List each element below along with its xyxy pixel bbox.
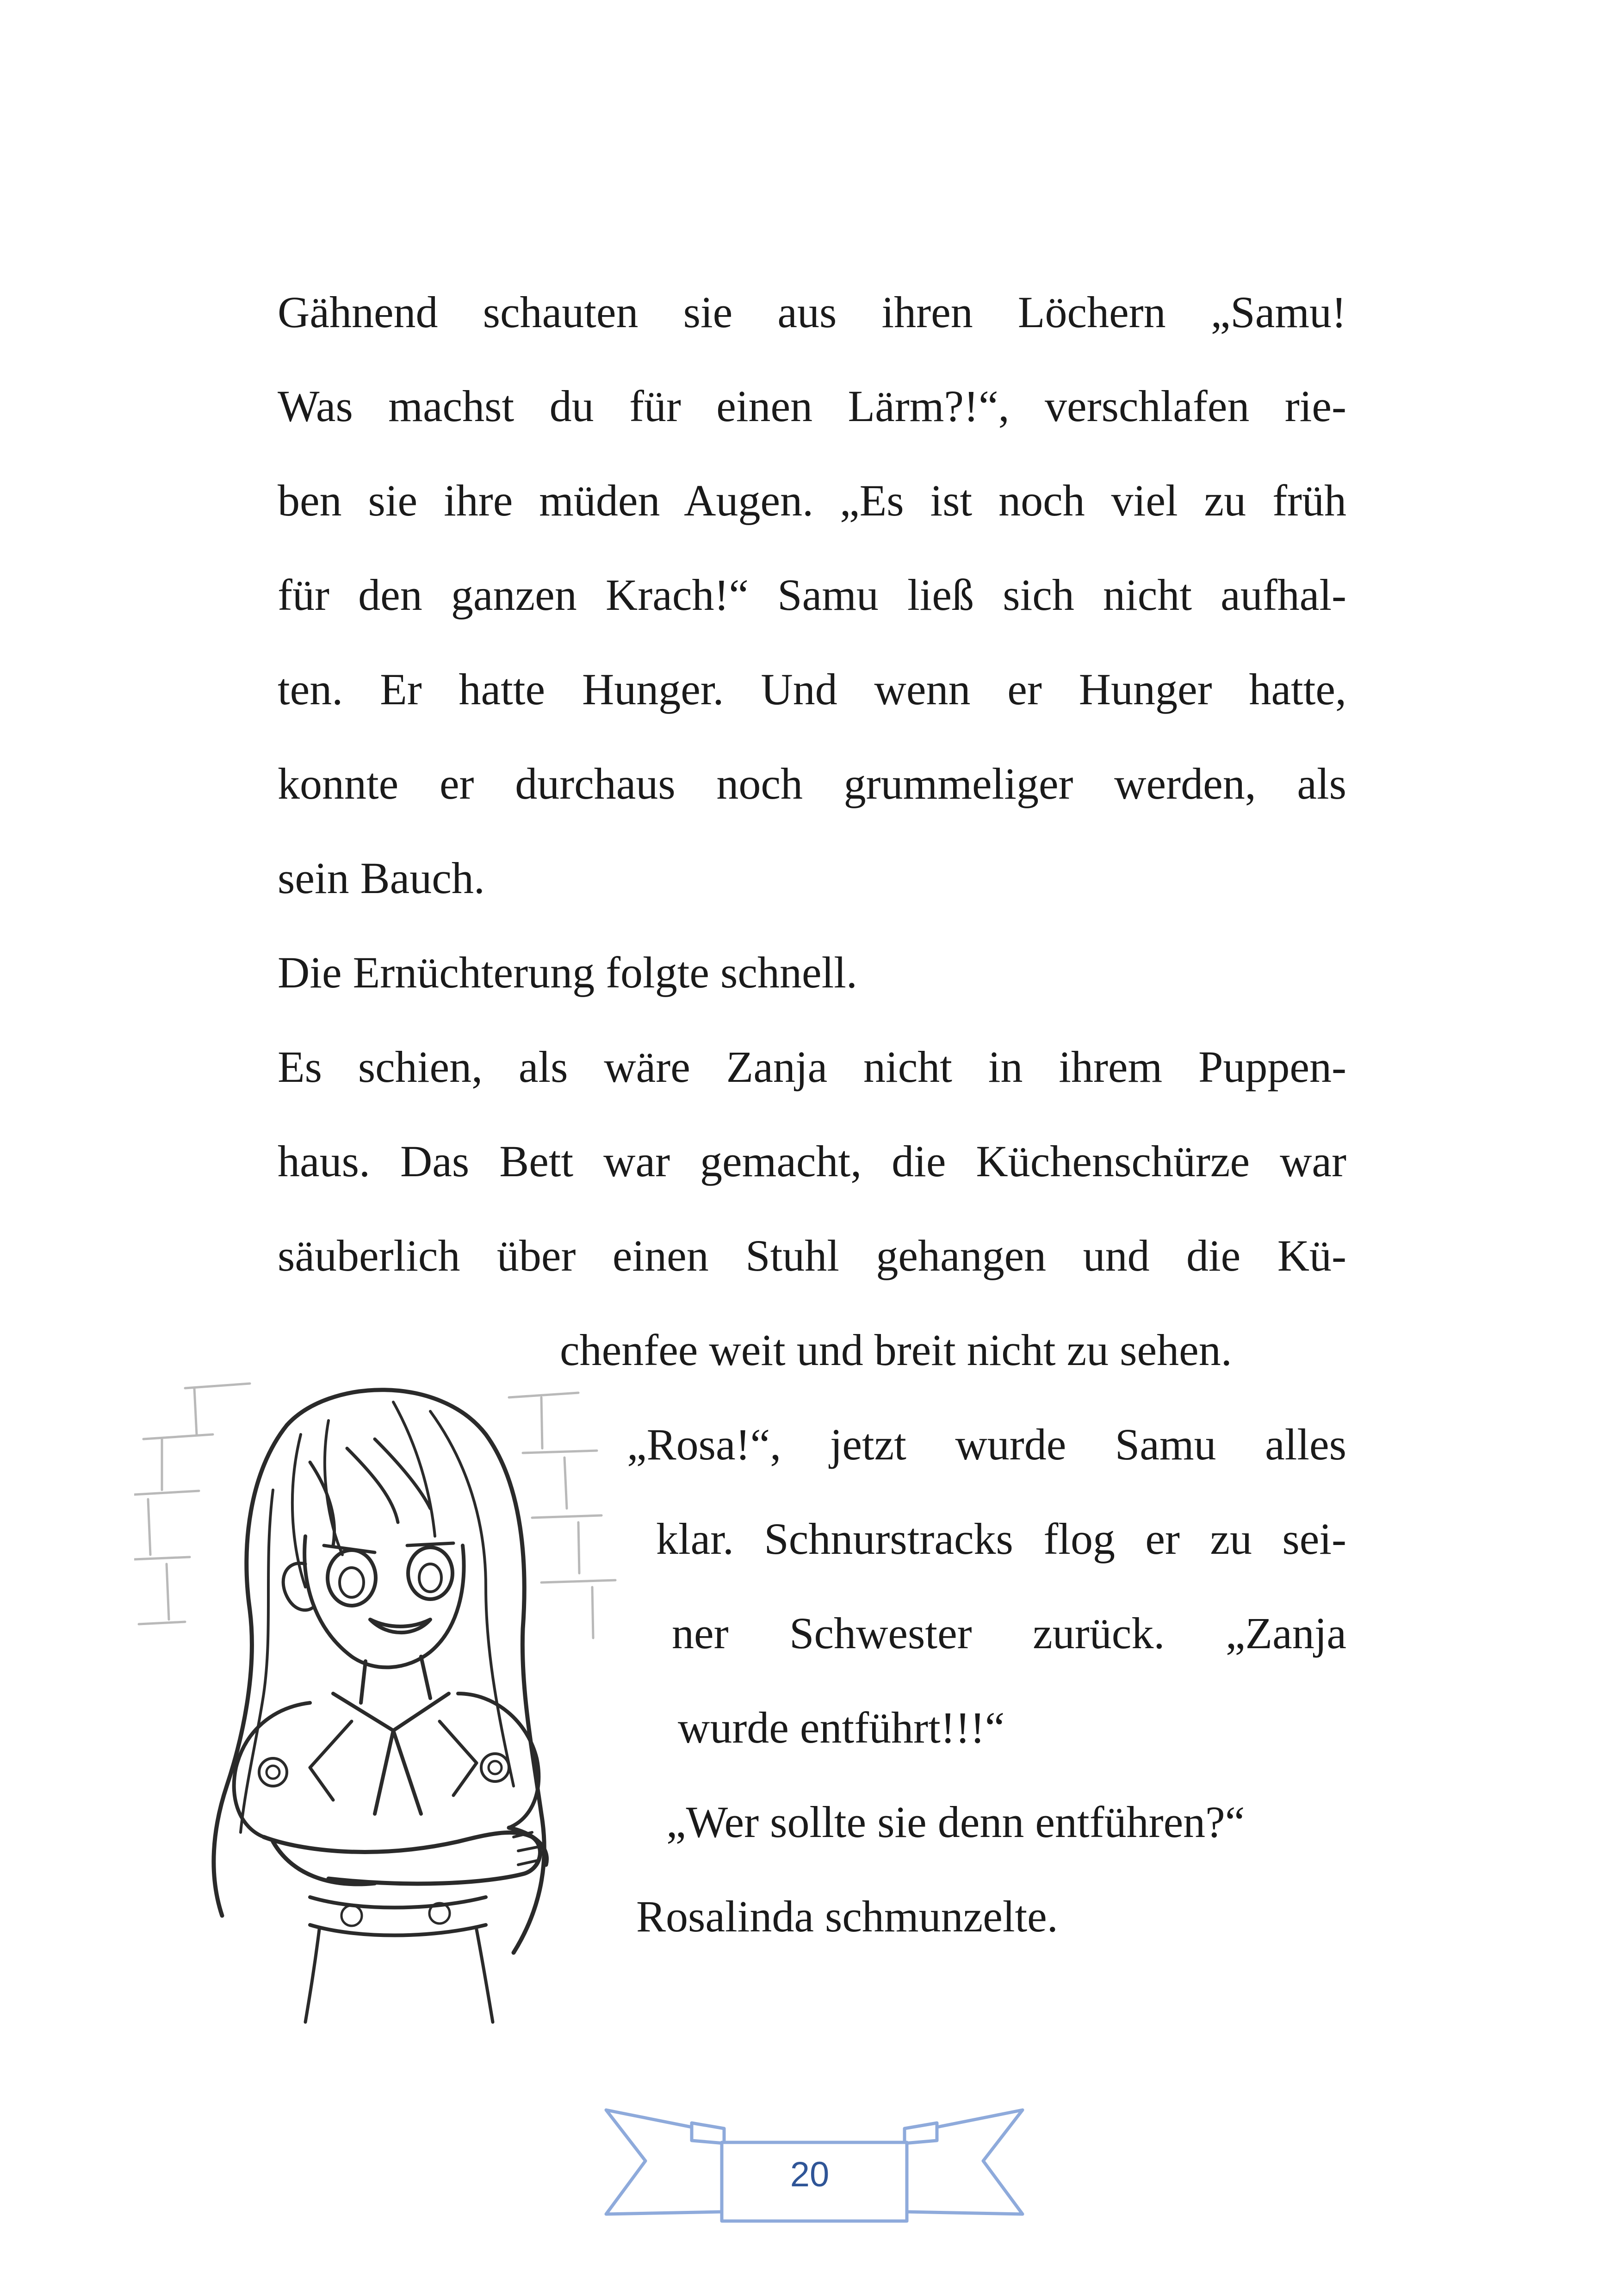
text-line-18: Rosalinda schmunzelte.: [636, 1892, 1058, 1941]
text-line-9: Es schien, als wäre Zanja nicht in ihrem Puppen-: [278, 1042, 1346, 1092]
page-number: 20: [790, 2155, 830, 2194]
text-line-13: „Rosa!“, jetzt wurde Samu alles: [627, 1420, 1346, 1469]
text-line-15: ner Schwester zurück. „Zanja: [672, 1608, 1346, 1658]
text-line-11: säuberlich über einen Stuhl gehangen und die Kü-: [278, 1231, 1346, 1280]
text-line-10: haus. Das Bett war gemacht, die Küchenschürze war: [278, 1136, 1346, 1186]
text-line-6: konnte er durchaus noch grummeliger werden, als: [278, 759, 1346, 808]
text-line-3: ben sie ihre müden Augen. „Es ist noch viel zu früh: [278, 476, 1346, 525]
girl-sketch-illustration: [134, 1370, 639, 2027]
text-line-14: klar. Schnurstracks flog er zu sei-: [656, 1514, 1346, 1564]
text-line-16: wurde entführt!!!“: [678, 1703, 1005, 1752]
text-line-7: sein Bauch.: [278, 853, 485, 903]
text-line-12: chenfee weit und breit nicht zu sehen.: [560, 1325, 1232, 1375]
text-line-17: „Wer sollte sie denn entführen?“: [666, 1797, 1245, 1847]
text-line-4: für den ganzen Krach!“ Samu ließ sich nicht aufhal-: [278, 570, 1346, 620]
text-line-5: ten. Er hatte Hunger. Und wenn er Hunger hatte,: [278, 664, 1346, 714]
text-line-1: Gähnend schauten sie aus ihren Löchern „Samu!: [278, 287, 1346, 337]
text-line-2: Was machst du für einen Lärm?!“, verschlafen rie-: [278, 381, 1346, 431]
text-line-8: Die Ernüchterung folgte schnell.: [278, 948, 857, 997]
